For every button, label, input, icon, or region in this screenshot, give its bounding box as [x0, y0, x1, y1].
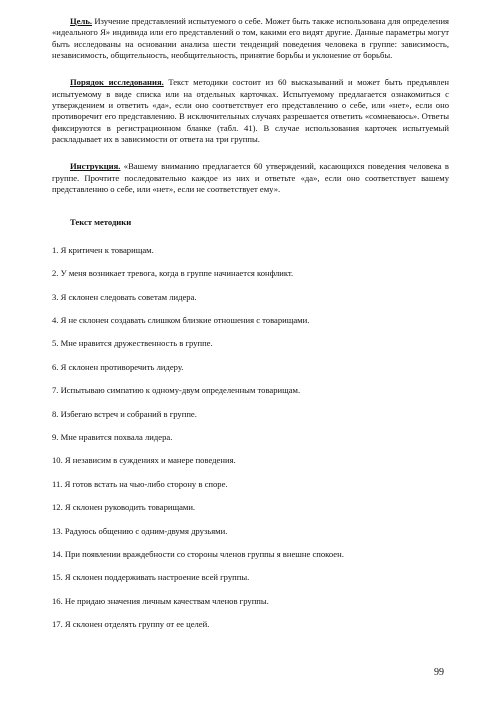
list-item: 1. Я критичен к товарищам.	[52, 244, 154, 255]
list-item: 10. Я независим в суждениях и манере поведения.	[52, 455, 236, 466]
instruction-text: «Вашему вниманию предлагается 60 утверждений, касающихся поведения человека в группе. Прочтите последовательно каждое из них и ответьте «да», если оно соответствует вашему представлению о себе, или «нет», если не соответствует ему».	[52, 161, 449, 195]
list-item: 3. Я склонен следовать советам лидера.	[52, 291, 197, 302]
list-item: 15. Я склонен поддерживать настроение всей группы.	[52, 572, 250, 583]
list-item: 2. У меня возникает тревога, когда в группе начинается конфликт.	[52, 268, 294, 279]
procedure-paragraph	[52, 77, 449, 145]
purpose-paragraph	[52, 16, 449, 61]
list-item: 12. Я склонен руководить товарищами.	[52, 502, 196, 513]
list-item: 6. Я склонен противоречить лидеру.	[52, 361, 184, 372]
method-heading: Текст методики	[70, 217, 132, 228]
list-item: 16. Не придаю значения личным качествам членов группы.	[52, 595, 269, 606]
list-item: 8. Избегаю встреч и собраний в группе.	[52, 408, 197, 419]
procedure-text: Текст методики состоит из 60 высказываний и может быть предъявлен испытуемому в виде списка или на отдельных карточках. Испытуемому предлагается ознакомиться с утверждением и ответить «да», если оно соответствует его представлению о себе, или «нет», если оно противоречит его представлению. В исключительных случаях разрешается ответить «сомневаюсь». Ответы фиксируются в регистрационном бланке (табл. 41). В случае использования карточек испытуемый раскладывает их в зависимости от ответа на три группы.	[52, 77, 449, 145]
list-item: 14. При появлении враждебности со стороны членов группы я внешне спокоен.	[52, 548, 344, 559]
list-item: 11. Я готов встать на чью-либо сторону в споре.	[52, 478, 228, 489]
purpose-text: Изучение представлений испытуемого о себе. Может быть также использована для определения «идеального Я» индивида или его представлений о том, какими его видят другие. Данные параметры могут быть исследованы на основании анализа шести тенденций поведения человека в группе: зависимость, независимость, общительность, необщительность, принятие борьбы и уклонение от борьбы.	[52, 16, 449, 61]
document-page	[52, 16, 449, 630]
list-item: 17. Я склонен отделять группу от ее целей.	[52, 619, 210, 630]
list-item: 13. Радуюсь общению с одним-двумя друзьями.	[52, 525, 228, 536]
purpose-label: Цель.	[70, 16, 93, 26]
procedure-label: Порядок исследования.	[70, 77, 164, 88]
instruction-paragraph	[52, 161, 449, 195]
instruction-label: Инструкция.	[70, 161, 121, 172]
list-item: 7. Испытываю симпатию к одному-двум определенным товарищам.	[52, 385, 301, 396]
page-number: 99	[434, 667, 444, 678]
list-item: 9. Мне нравится похвала лидера.	[52, 431, 173, 442]
list-item: 5. Мне нравится дружественность в группе.	[52, 338, 213, 349]
list-item: 4. Я не склонен создавать слишком близкие отношения с товарищами.	[52, 315, 310, 326]
statement-list	[52, 233, 449, 631]
